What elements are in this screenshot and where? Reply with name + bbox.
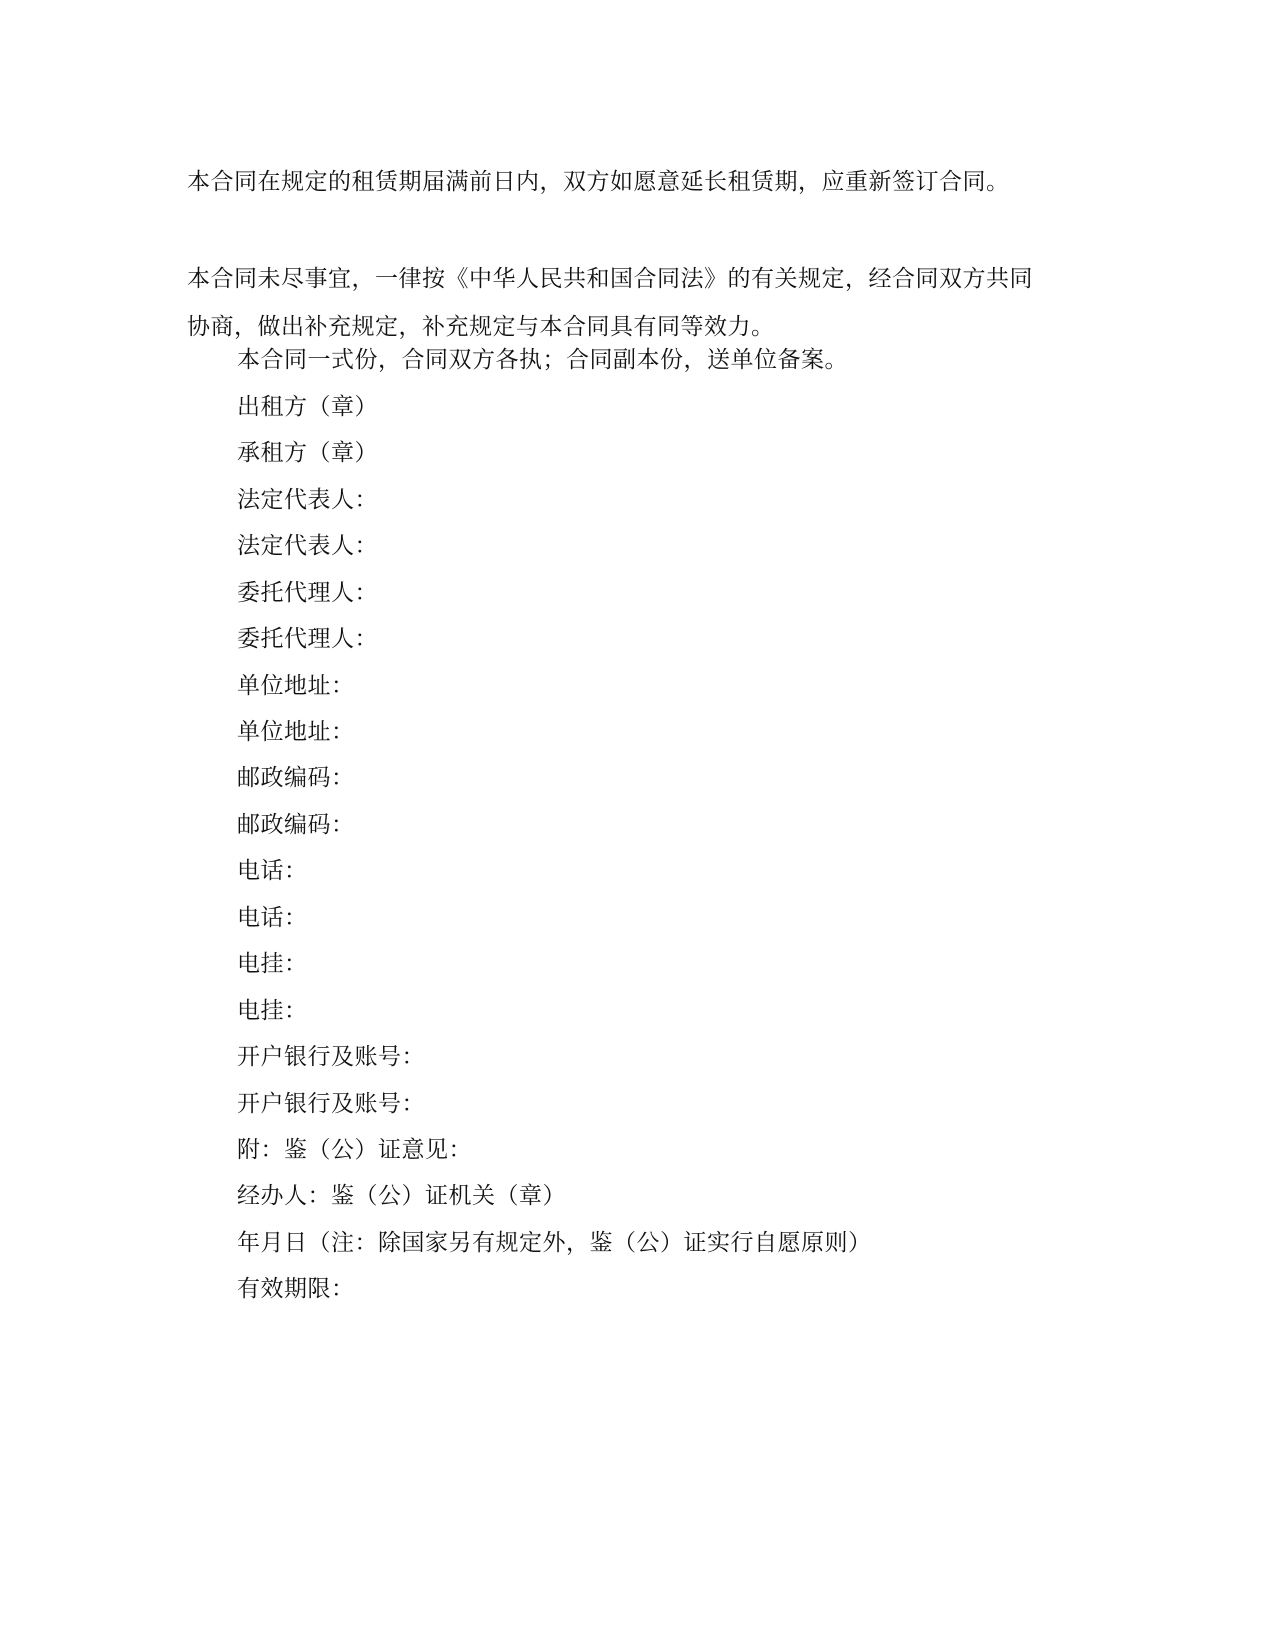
telegraph-label: 电挂： bbox=[237, 998, 308, 1024]
company-address-label: 单位地址： bbox=[237, 719, 355, 745]
authorized-agent-label: 委托代理人： bbox=[237, 580, 378, 606]
authorized-agent-label: 委托代理人： bbox=[237, 626, 378, 652]
paragraph-supplement-line-1: 本合同未尽事宜，一律按《中华人民共和国合同法》的有关规定，经合同双方共同 bbox=[187, 266, 1033, 292]
notarization-opinion-label: 附：鉴（公）证意见： bbox=[237, 1137, 472, 1163]
validity-period-label: 有效期限： bbox=[237, 1276, 355, 1302]
legal-representative-label: 法定代表人： bbox=[237, 533, 378, 559]
postal-code-label: 邮政编码： bbox=[237, 765, 355, 791]
handler-notary-seal-label: 经办人：鉴（公）证机关（章） bbox=[237, 1183, 566, 1209]
date-note-line: 年月日（注：除国家另有规定外，鉴（公）证实行自愿原则） bbox=[237, 1230, 872, 1256]
bank-account-label: 开户银行及账号： bbox=[237, 1044, 425, 1070]
legal-representative-label: 法定代表人： bbox=[237, 487, 378, 513]
company-address-label: 单位地址： bbox=[237, 673, 355, 699]
lessee-seal-label: 承租方（章） bbox=[237, 440, 378, 466]
copies-clause: 本合同一式份，合同双方各执；合同副本份，送单位备案。 bbox=[237, 347, 848, 373]
paragraph-renewal: 本合同在规定的租赁期届满前日内，双方如愿意延长租赁期，应重新签订合同。 bbox=[187, 169, 1010, 195]
paragraph-supplement-line-2: 协商，做出补充规定，补充规定与本合同具有同等效力。 bbox=[187, 314, 775, 340]
paragraph-supplement bbox=[187, 255, 1087, 351]
lessor-seal-label: 出租方（章） bbox=[237, 394, 378, 420]
bank-account-label: 开户银行及账号： bbox=[237, 1091, 425, 1117]
phone-label: 电话： bbox=[237, 858, 308, 884]
telegraph-label: 电挂： bbox=[237, 951, 308, 977]
postal-code-label: 邮政编码： bbox=[237, 812, 355, 838]
phone-label: 电话： bbox=[237, 905, 308, 931]
